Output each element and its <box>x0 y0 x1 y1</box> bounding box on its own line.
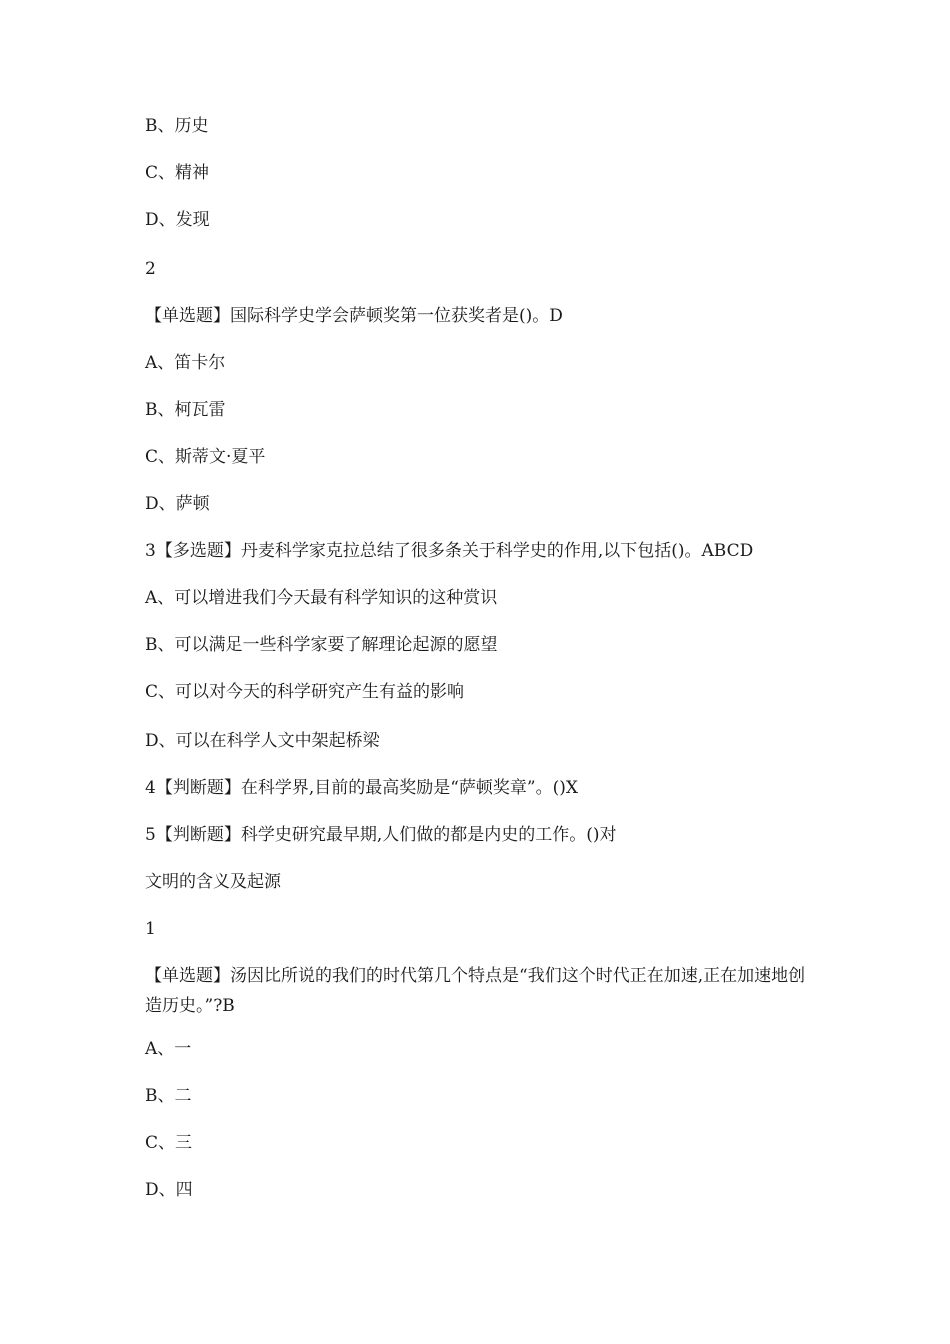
question-text: 3【多选题】丹麦科学家克拉总结了很多条关于科学史的作用,以下包括()。ABCD <box>145 541 754 561</box>
question-text: 【单选题】国际科学史学会萨顿奖第一位获奖者是()。D <box>145 306 563 326</box>
section-heading: 文明的含义及起源 <box>145 872 281 892</box>
option-line: B、柯瓦雷 <box>145 400 226 420</box>
question-text: 5【判断题】科学史研究最早期,人们做的都是内史的工作。()对 <box>145 825 617 845</box>
question-number: 1 <box>145 919 156 939</box>
option-line: D、萨顿 <box>145 494 210 514</box>
option-line: C、斯蒂文·夏平 <box>145 447 266 467</box>
option-line: A、可以增进我们今天最有科学知识的这种赏识 <box>145 588 498 608</box>
option-line: D、四 <box>145 1180 193 1200</box>
option-line: A、一 <box>145 1039 192 1059</box>
option-line: B、历史 <box>145 116 209 136</box>
option-line: C、可以对今天的科学研究产生有益的影响 <box>145 682 465 702</box>
question-text: 4【判断题】在科学界,目前的最高奖励是“萨顿奖章”。()X <box>145 778 578 798</box>
option-line: D、可以在科学人文中架起桥梁 <box>145 731 380 751</box>
option-line: C、三 <box>145 1133 193 1153</box>
option-line: B、可以满足一些科学家要了解理论起源的愿望 <box>145 635 498 655</box>
option-line: B、二 <box>145 1086 192 1106</box>
option-line: D、发现 <box>145 210 210 230</box>
option-line: C、精神 <box>145 163 210 183</box>
question-text: 【单选题】汤因比所说的我们的时代第几个特点是“我们这个时代正在加速,正在加速地创造历史。”?B <box>145 966 806 1016</box>
question-number: 2 <box>145 259 156 279</box>
option-line: A、笛卡尔 <box>145 353 226 373</box>
